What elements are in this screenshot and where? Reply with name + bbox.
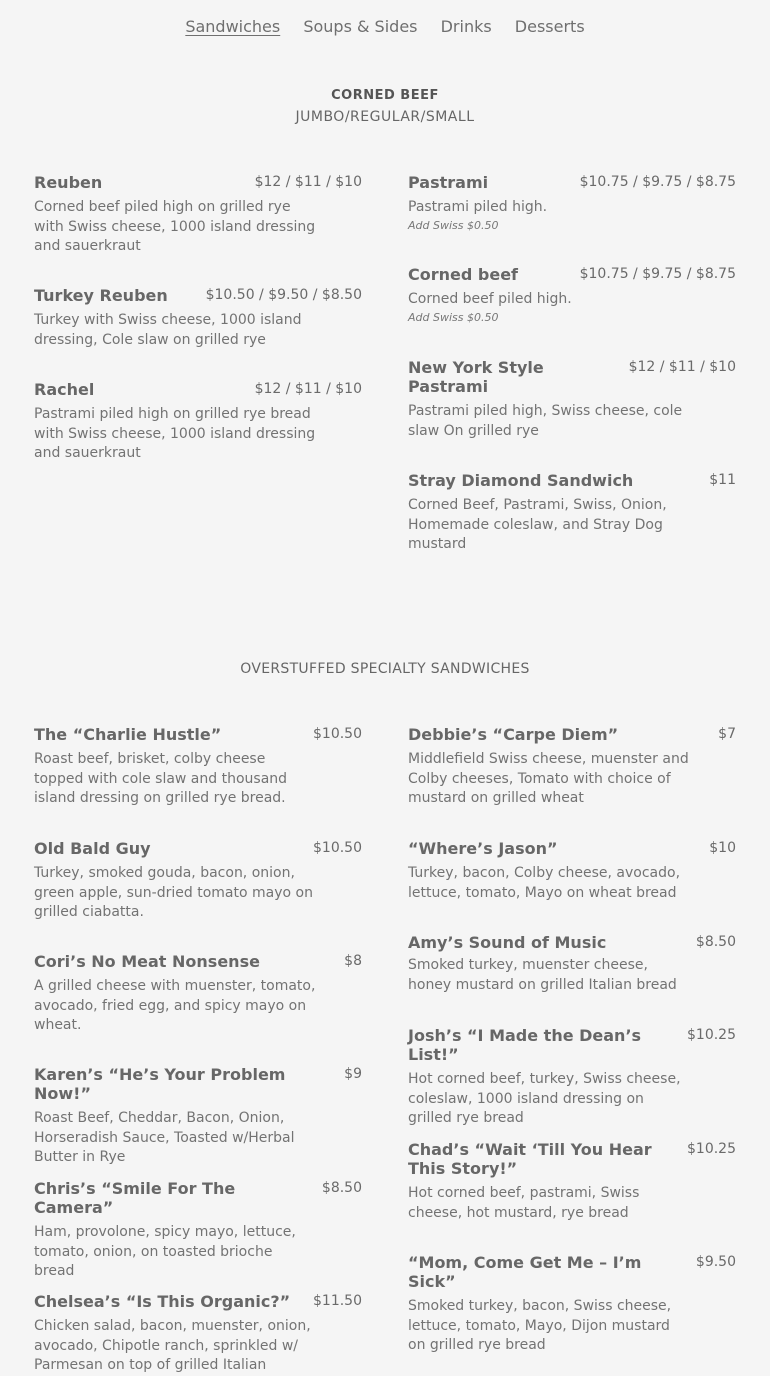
item-name: “Where’s Jason”	[408, 839, 558, 858]
item-description: Pastrami piled high, Swiss cheese, cole slaw On grilled rye	[408, 403, 683, 439]
item-price: $10	[709, 840, 736, 856]
item-name: Cori’s No Meat Nonsense	[34, 952, 260, 971]
item-price: $8.50	[321, 1180, 362, 1196]
menu-item	[34, 952, 362, 1036]
item-name: Chelsea’s “Is This Organic?”	[34, 1292, 291, 1311]
section-title-corned-beef: CORNED BEEF	[331, 88, 439, 103]
menu-item	[34, 1292, 362, 1376]
menu-item	[408, 1140, 736, 1223]
item-price: $8	[344, 953, 362, 969]
menu-item	[408, 471, 736, 555]
section-title-specialty: OVERSTUFFED SPECIALTY SANDWICHES	[240, 661, 530, 677]
item-name: New York Style Pastrami	[408, 358, 544, 396]
item-price: $7	[718, 726, 736, 742]
item-name: Corned beef	[408, 265, 519, 284]
item-description: Roast Beef, Cheddar, Bacon, Onion, Horseradish Sauce, Toasted w/Herbal Butter in Rye	[34, 1110, 295, 1165]
item-price: $10.25	[687, 1027, 736, 1043]
menu-item	[34, 286, 362, 350]
item-price: $11	[709, 472, 736, 488]
menu-item	[34, 839, 362, 923]
menu-item	[408, 933, 736, 995]
item-name: Chad’s “Wait ‘Till You Hear This Story!”	[408, 1140, 652, 1178]
item-name: Karen’s “He’s Your Problem Now!”	[34, 1065, 286, 1103]
menu-item	[34, 725, 362, 809]
menu-item	[34, 173, 362, 257]
menu-item	[408, 173, 736, 232]
item-description: Turkey with Swiss cheese, 1000 island dressing, Cole slaw on grilled rye	[34, 312, 302, 348]
item-name: Amy’s Sound of Music	[408, 933, 607, 952]
item-name: Stray Diamond Sandwich	[408, 471, 634, 490]
item-price: $10.75 / $9.75 / $8.75	[579, 174, 736, 190]
menu-item	[408, 358, 736, 441]
item-name: The “Charlie Hustle”	[34, 725, 222, 744]
item-name: Chris’s “Smile For The Camera”	[34, 1179, 236, 1217]
item-description: Hot corned beef, turkey, Swiss cheese, coleslaw, 1000 island dressing on grilled rye bread	[408, 1071, 681, 1126]
item-description: Hot corned beef, pastrami, Swiss cheese, hot mustard, rye bread	[408, 1185, 640, 1221]
tab-sandwiches[interactable]: Sandwiches	[185, 17, 281, 36]
item-price: $10.50	[313, 726, 362, 742]
item-price: $12 / $11 / $10	[254, 381, 362, 397]
item-price: $9	[344, 1066, 362, 1082]
tab-drinks[interactable]: Drinks	[440, 17, 492, 36]
item-name: Josh’s “I Made the Dean’s List!”	[408, 1026, 642, 1064]
item-price: $10.25	[687, 1141, 736, 1157]
item-description: Corned Beef, Pastrami, Swiss, Onion, Homemade coleslaw, and Stray Dog mustard	[408, 497, 667, 552]
item-description: Corned beef piled high on grilled rye with Swiss cheese, 1000 island dressing and sauerkraut	[34, 199, 316, 254]
section-subtitle-sizes: JUMBO/REGULAR/SMALL	[295, 109, 475, 125]
item-name: Pastrami	[408, 173, 489, 192]
item-name: “Mom, Come Get Me – I’m Sick”	[408, 1253, 642, 1291]
item-price: $10.50 / $9.50 / $8.50	[205, 287, 362, 303]
item-description: Turkey, smoked gouda, bacon, onion, green apple, sun-dried tomato mayo on grilled ciabatta.	[34, 865, 313, 920]
item-description: Chicken salad, bacon, muenster, onion, avocado, Chipotle ranch, sprinkled w/ Parmesan on top of grilled Italian	[34, 1318, 311, 1373]
item-name: Old Bald Guy	[34, 839, 151, 858]
item-price: $10.75 / $9.75 / $8.75	[579, 266, 736, 282]
item-price: $8.50	[695, 934, 736, 950]
menu-item	[408, 839, 736, 903]
menu-item	[408, 725, 736, 809]
item-description: Roast beef, brisket, colby cheese topped with cole slaw and thousand island dressing on grilled rye bread.	[34, 751, 288, 806]
item-description: Smoked turkey, bacon, Swiss cheese, lettuce, tomato, Mayo, Dijon mustard on grilled rye bread	[408, 1298, 672, 1353]
item-price: $12 / $11 / $10	[628, 359, 736, 375]
item-price: $10.50	[313, 840, 362, 856]
item-name: Rachel	[34, 380, 95, 399]
item-description: Turkey, bacon, Colby cheese, avocado, lettuce, tomato, Mayo on wheat bread	[408, 865, 681, 901]
item-description: Middlefield Swiss cheese, muenster and Colby cheeses, Tomato with choice of mustard on grilled wheat	[408, 751, 689, 806]
menu-item	[408, 1253, 736, 1356]
item-price: $12 / $11 / $10	[254, 174, 362, 190]
tab-desserts[interactable]: Desserts	[514, 17, 585, 36]
menu-item	[34, 380, 362, 464]
menu-item	[408, 1026, 736, 1129]
menu-item	[34, 1065, 362, 1168]
item-addon-note: Add Swiss $0.50	[408, 310, 499, 324]
tab-soups-sides[interactable]: Soups & Sides	[303, 17, 418, 36]
item-description: A grilled cheese with muenster, tomato, avocado, fried egg, and spicy mayo on wheat.	[34, 978, 316, 1033]
item-description: Ham, provolone, spicy mayo, lettuce, tomato, onion, on toasted brioche bread	[34, 1224, 296, 1279]
item-addon-note: Add Swiss $0.50	[408, 218, 499, 232]
menu-item	[34, 1179, 362, 1282]
item-name: Turkey Reuben	[34, 286, 168, 305]
item-description: Corned beef piled high.	[408, 291, 572, 307]
menu-item	[408, 265, 736, 324]
item-description: Pastrami piled high on grilled rye bread with Swiss cheese, 1000 island dressing and sauerkraut	[34, 406, 316, 461]
item-description: Pastrami piled high.	[408, 199, 548, 215]
item-price: $9.50	[695, 1254, 736, 1270]
item-price: $11.50	[313, 1293, 362, 1309]
menu-category-tabs	[0, 17, 770, 36]
item-name: Debbie’s “Carpe Diem”	[408, 725, 619, 744]
item-name: Reuben	[34, 173, 103, 192]
item-description: Smoked turkey, muenster cheese, honey mustard on grilled Italian bread	[408, 957, 677, 993]
